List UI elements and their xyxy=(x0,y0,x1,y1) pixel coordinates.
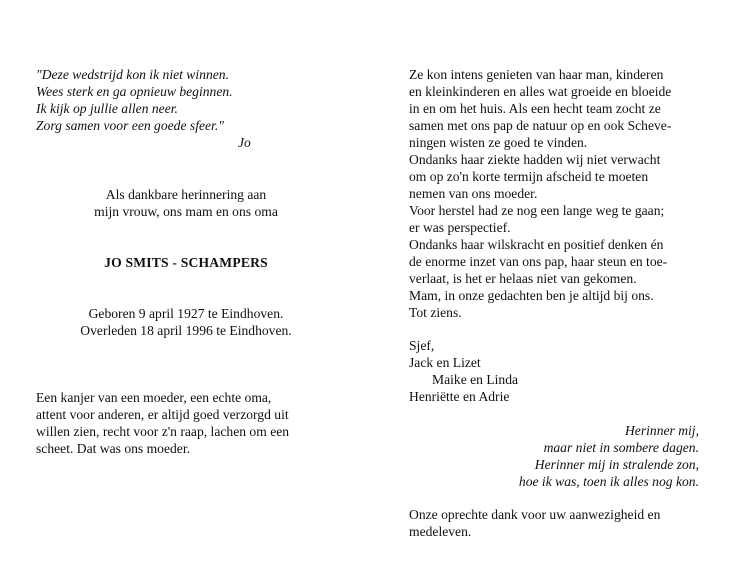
tribute-line: attent voor anderen, er altijd goed verzorgd uit xyxy=(36,407,289,422)
deceased-name: JO SMITS - SCHAMPERS xyxy=(104,255,268,270)
family-line: Henriëtte en Adrie xyxy=(409,389,510,404)
memorial-line: en kleinkinderen en alles wat groeide en bloeide xyxy=(409,84,672,99)
memorial-line: er was perspectief. xyxy=(409,220,511,235)
quote-line: Ik kijk op jullie allen neer. xyxy=(36,101,178,116)
poem xyxy=(409,422,699,490)
memorial-line: Ze kon intens genieten van haar man, kinderen xyxy=(409,67,664,82)
memorial-line: in en om het huis. Als een hecht team zocht ze xyxy=(409,101,661,116)
poem-line: hoe ik was, toen ik alles nog kon. xyxy=(518,474,699,489)
family-signatures xyxy=(409,337,709,405)
tribute-line: Een kanjer van een moeder, een echte oma, xyxy=(36,390,272,405)
dedication xyxy=(36,186,336,220)
thanks-line: medeleven. xyxy=(409,524,472,539)
birth-date: Geboren 9 april 1927 te Eindhoven. xyxy=(88,306,284,321)
birth-death-dates xyxy=(36,305,336,339)
family-line: Sjef, xyxy=(409,338,435,353)
quote-signature: Jo xyxy=(238,135,251,150)
poem-line: maar niet in sombere dagen. xyxy=(543,440,699,455)
memorial-line: nemen van ons moeder. xyxy=(409,186,538,201)
memorial-line: de enorme inzet van ons pap, haar steun en toe- xyxy=(409,254,668,269)
memorial-line: samen met ons pap de natuur op en ook Scheve- xyxy=(409,118,672,133)
quote-line: Zorg samen voor een goede sfeer." xyxy=(36,118,224,133)
memorial-line: ningen wisten ze goed te vinden. xyxy=(409,135,588,150)
memorial-line: Voor herstel had ze nog een lange weg te gaan; xyxy=(409,203,665,218)
family-line: Jack en Lizet xyxy=(409,355,481,370)
quote xyxy=(36,66,336,151)
memorial-line: Ondanks haar wilskracht en positief denken én xyxy=(409,237,664,252)
tribute-line: scheet. Dat was ons moeder. xyxy=(36,441,191,456)
memorial-line: Mam, in onze gedachten ben je altijd bij ons. xyxy=(409,288,654,303)
thanks-line: Onze oprechte dank voor uw aanwezigheid en xyxy=(409,507,661,522)
dedication-line: Als dankbare herinnering aan xyxy=(105,187,267,202)
family-line: Maike en Linda xyxy=(432,372,519,387)
memorial-line: om op zo'n korte termijn afscheid te moeten xyxy=(409,169,649,184)
quote-line: Wees sterk en ga opnieuw beginnen. xyxy=(36,84,233,99)
dedication-line: mijn vrouw, ons mam en ons oma xyxy=(94,204,278,219)
quote-line: "Deze wedstrijd kon ik niet winnen. xyxy=(36,67,229,82)
tribute-line: willen zien, recht voor z'n raap, lachen om een xyxy=(36,424,290,439)
poem-line: Herinner mij in stralende zon, xyxy=(534,457,699,472)
memorial-line: Ondanks haar ziekte hadden wij niet verwacht xyxy=(409,152,661,167)
tribute-paragraph xyxy=(36,389,336,457)
poem-line: Herinner mij, xyxy=(624,423,699,438)
memorial-line: Tot ziens. xyxy=(409,305,462,320)
memorial-text xyxy=(409,66,709,321)
death-date: Overleden 18 april 1996 te Eindhoven. xyxy=(80,323,292,338)
memorial-line: verlaat, is het er helaas niet van gekomen. xyxy=(409,271,637,286)
thanks-paragraph xyxy=(409,506,709,540)
